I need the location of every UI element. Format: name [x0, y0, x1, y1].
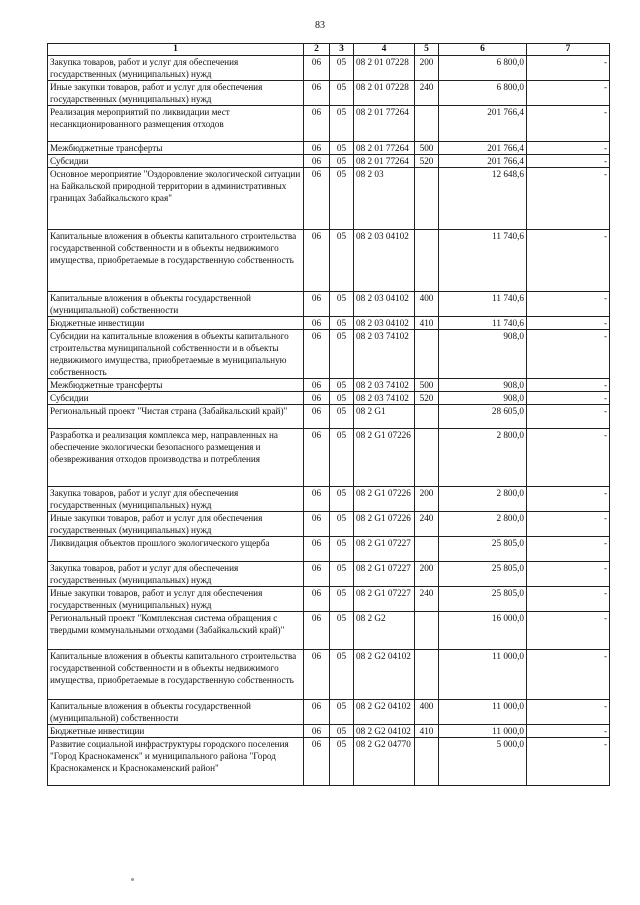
- column-header: 5: [415, 44, 439, 56]
- column-header: 6: [439, 44, 527, 56]
- row-col2-cell: 06: [304, 292, 330, 317]
- table-row: [48, 587, 610, 612]
- row-col6-cell: 5 000,0: [439, 738, 527, 786]
- row-name-cell: Субсидии на капитальные вложения в объекты капитального строительства муниципальной собственности и в объекты недвижимого имущества, приобретаемые в муниципальную собственность: [48, 330, 304, 379]
- row-col6-cell: 201 766,4: [439, 106, 527, 142]
- row-col4-cell: 08 2 G2 04102: [354, 725, 415, 738]
- row-col4-cell: 08 2 01 77264: [354, 106, 415, 142]
- table-row: [48, 650, 610, 700]
- table-row: [48, 738, 610, 786]
- row-col3-cell: 05: [330, 700, 354, 725]
- row-col5-cell: 500: [415, 142, 439, 155]
- row-name-cell: Межбюджетные трансферты: [48, 142, 304, 155]
- row-col5-cell: 400: [415, 700, 439, 725]
- row-col2-cell: 06: [304, 168, 330, 230]
- table-row: [48, 487, 610, 512]
- row-name-cell: Бюджетные инвестиции: [48, 317, 304, 330]
- row-col2-cell: 06: [304, 700, 330, 725]
- table-row: [48, 700, 610, 725]
- row-name-cell: Иные закупки товаров, работ и услуг для обеспечения государственных (муниципальных) нужд: [48, 512, 304, 537]
- row-col3-cell: 05: [330, 738, 354, 786]
- table-row: [48, 81, 610, 106]
- row-col6-cell: 25 805,0: [439, 562, 527, 587]
- row-col7-cell: -: [527, 155, 610, 168]
- row-col5-cell: [415, 537, 439, 562]
- row-col2-cell: 06: [304, 81, 330, 106]
- row-col3-cell: 05: [330, 487, 354, 512]
- row-col5-cell: 520: [415, 392, 439, 405]
- row-col3-cell: 05: [330, 230, 354, 292]
- row-col3-cell: 05: [330, 56, 354, 81]
- row-col4-cell: 08 2 G1 07227: [354, 562, 415, 587]
- row-col3-cell: 05: [330, 429, 354, 487]
- row-col7-cell: -: [527, 738, 610, 786]
- row-col2-cell: 06: [304, 142, 330, 155]
- row-col3-cell: 05: [330, 142, 354, 155]
- row-col7-cell: -: [527, 725, 610, 738]
- row-col7-cell: -: [527, 612, 610, 650]
- row-col5-cell: 240: [415, 81, 439, 106]
- row-col6-cell: 2 800,0: [439, 512, 527, 537]
- row-col4-cell: 08 2 G1 07227: [354, 587, 415, 612]
- table-row: [48, 562, 610, 587]
- row-col6-cell: 11 000,0: [439, 725, 527, 738]
- table-row: [48, 292, 610, 317]
- row-col2-cell: 06: [304, 317, 330, 330]
- table-row: [48, 512, 610, 537]
- row-col3-cell: 05: [330, 106, 354, 142]
- row-col5-cell: [415, 405, 439, 429]
- row-name-cell: Капитальные вложения в объекты капитального строительства государственной собственности и в объекты недвижимого имущества, приобретаемые в государственную собственность: [48, 650, 304, 700]
- table-row: [48, 142, 610, 155]
- row-col6-cell: 11 000,0: [439, 700, 527, 725]
- column-header: 1: [48, 44, 304, 56]
- row-col5-cell: [415, 612, 439, 650]
- row-col6-cell: 11 000,0: [439, 650, 527, 700]
- row-col2-cell: 06: [304, 230, 330, 292]
- row-col7-cell: -: [527, 700, 610, 725]
- row-col7-cell: -: [527, 392, 610, 405]
- row-name-cell: Иные закупки товаров, работ и услуг для обеспечения государственных (муниципальных) нужд: [48, 587, 304, 612]
- row-col3-cell: 05: [330, 537, 354, 562]
- table-row: [48, 155, 610, 168]
- row-name-cell: Ликвидация объектов прошлого экологического ущерба: [48, 537, 304, 562]
- row-col5-cell: 520: [415, 155, 439, 168]
- row-col7-cell: -: [527, 230, 610, 292]
- table-row: [48, 230, 610, 292]
- column-header: 2: [304, 44, 330, 56]
- row-col4-cell: 08 2 03 04102: [354, 317, 415, 330]
- row-name-cell: Капитальные вложения в объекты государственной (муниципальной) собственности: [48, 700, 304, 725]
- row-col6-cell: 6 800,0: [439, 81, 527, 106]
- table-row: [48, 330, 610, 379]
- row-col6-cell: 2 800,0: [439, 429, 527, 487]
- table-row: [48, 56, 610, 81]
- row-col5-cell: [415, 230, 439, 292]
- row-col3-cell: 05: [330, 317, 354, 330]
- row-col7-cell: -: [527, 142, 610, 155]
- row-col2-cell: 06: [304, 379, 330, 392]
- column-header: 3: [330, 44, 354, 56]
- row-name-cell: Разработка и реализация комплекса мер, направленных на обеспечение экологически безопасного размещения и обезвреживания отходов производства и потребления: [48, 429, 304, 487]
- row-col4-cell: 08 2 03: [354, 168, 415, 230]
- row-col5-cell: [415, 650, 439, 700]
- row-col4-cell: 08 2 G2 04770: [354, 738, 415, 786]
- row-col4-cell: 08 2 01 77264: [354, 142, 415, 155]
- row-name-cell: Иные закупки товаров, работ и услуг для обеспечения государственных (муниципальных) нужд: [48, 81, 304, 106]
- row-col2-cell: 06: [304, 330, 330, 379]
- row-col2-cell: 06: [304, 392, 330, 405]
- row-col7-cell: -: [527, 168, 610, 230]
- row-col7-cell: -: [527, 487, 610, 512]
- table-row: [48, 537, 610, 562]
- table-row: [48, 725, 610, 738]
- row-col4-cell: 08 2 01 77264: [354, 155, 415, 168]
- row-col4-cell: 08 2 03 74102: [354, 379, 415, 392]
- row-col2-cell: 06: [304, 429, 330, 487]
- row-col3-cell: 05: [330, 612, 354, 650]
- row-col2-cell: 06: [304, 487, 330, 512]
- page-number: 83: [315, 20, 325, 31]
- row-col6-cell: 11 740,6: [439, 292, 527, 317]
- row-col4-cell: 08 2 01 07228: [354, 81, 415, 106]
- row-col6-cell: 908,0: [439, 392, 527, 405]
- row-name-cell: Развитие социальной инфраструктуры городского поселения "Город Краснокаменск" и муниципального района "Город Краснокаменск и Краснокаменский район": [48, 738, 304, 786]
- row-col3-cell: 05: [330, 392, 354, 405]
- row-col7-cell: -: [527, 56, 610, 81]
- row-name-cell: Реализация мероприятий по ликвидации мест несанкционированного размещения отходов: [48, 106, 304, 142]
- row-col5-cell: [415, 106, 439, 142]
- row-col2-cell: 06: [304, 612, 330, 650]
- row-col2-cell: 06: [304, 587, 330, 612]
- row-name-cell: Основное мероприятие "Оздоровление экологической ситуации на Байкальской природной территории в административных границах Забайкальского края": [48, 168, 304, 230]
- row-col5-cell: [415, 429, 439, 487]
- column-header: 4: [354, 44, 415, 56]
- row-col6-cell: 28 605,0: [439, 405, 527, 429]
- row-col4-cell: 08 2 G2 04102: [354, 700, 415, 725]
- row-col6-cell: 201 766,4: [439, 155, 527, 168]
- row-col6-cell: 2 800,0: [439, 487, 527, 512]
- table-row: [48, 429, 610, 487]
- row-col2-cell: 06: [304, 738, 330, 786]
- table-row: [48, 392, 610, 405]
- row-col5-cell: 400: [415, 292, 439, 317]
- scan-artifact: [131, 878, 134, 881]
- row-name-cell: Субсидии: [48, 155, 304, 168]
- row-col2-cell: 06: [304, 725, 330, 738]
- row-col5-cell: 410: [415, 317, 439, 330]
- row-col2-cell: 06: [304, 155, 330, 168]
- table-row: [48, 106, 610, 142]
- row-col4-cell: 08 2 G1 07226: [354, 487, 415, 512]
- row-col5-cell: 200: [415, 56, 439, 81]
- row-col5-cell: 500: [415, 379, 439, 392]
- row-col4-cell: 08 2 G1 07226: [354, 429, 415, 487]
- row-col5-cell: 410: [415, 725, 439, 738]
- row-col6-cell: 908,0: [439, 379, 527, 392]
- table-header-row: [48, 44, 610, 56]
- row-col3-cell: 05: [330, 725, 354, 738]
- row-col3-cell: 05: [330, 168, 354, 230]
- row-col5-cell: [415, 330, 439, 379]
- table-row: [48, 612, 610, 650]
- row-col4-cell: 08 2 G1 07226: [354, 512, 415, 537]
- row-col7-cell: -: [527, 537, 610, 562]
- row-col3-cell: 05: [330, 650, 354, 700]
- row-name-cell: Капитальные вложения в объекты капитального строительства государственной собственности и в объекты недвижимого имущества, приобретаемые в государственную собственность: [48, 230, 304, 292]
- row-col4-cell: 08 2 G1: [354, 405, 415, 429]
- row-col6-cell: 25 805,0: [439, 587, 527, 612]
- row-col7-cell: -: [527, 379, 610, 392]
- row-col5-cell: 240: [415, 587, 439, 612]
- row-col4-cell: 08 2 G2 04102: [354, 650, 415, 700]
- table-row: [48, 379, 610, 392]
- row-col5-cell: 200: [415, 487, 439, 512]
- row-col3-cell: 05: [330, 587, 354, 612]
- row-col4-cell: 08 2 03 04102: [354, 292, 415, 317]
- row-col7-cell: -: [527, 330, 610, 379]
- row-col4-cell: 08 2 03 04102: [354, 230, 415, 292]
- row-col6-cell: 25 805,0: [439, 537, 527, 562]
- row-name-cell: Региональный проект "Чистая страна (Забайкальский край)": [48, 405, 304, 429]
- row-col3-cell: 05: [330, 330, 354, 379]
- row-col7-cell: -: [527, 429, 610, 487]
- row-col3-cell: 05: [330, 155, 354, 168]
- row-name-cell: Закупка товаров, работ и услуг для обеспечения государственных (муниципальных) нужд: [48, 56, 304, 81]
- row-col6-cell: 11 740,6: [439, 230, 527, 292]
- row-col3-cell: 05: [330, 292, 354, 317]
- row-name-cell: Региональный проект "Комплексная система обращения с твердыми коммунальными отходами (Забайкальский край)": [48, 612, 304, 650]
- row-col3-cell: 05: [330, 405, 354, 429]
- row-name-cell: Капитальные вложения в объекты государственной (муниципальной) собственности: [48, 292, 304, 317]
- row-col7-cell: -: [527, 650, 610, 700]
- row-col4-cell: 08 2 03 74102: [354, 392, 415, 405]
- row-col6-cell: 11 740,6: [439, 317, 527, 330]
- row-col5-cell: 240: [415, 512, 439, 537]
- row-col2-cell: 06: [304, 405, 330, 429]
- budget-table: [47, 43, 610, 786]
- row-col3-cell: 05: [330, 81, 354, 106]
- row-col2-cell: 06: [304, 562, 330, 587]
- row-col3-cell: 05: [330, 562, 354, 587]
- row-col2-cell: 06: [304, 537, 330, 562]
- row-col7-cell: -: [527, 562, 610, 587]
- row-col5-cell: [415, 738, 439, 786]
- row-col4-cell: 08 2 G2: [354, 612, 415, 650]
- row-name-cell: Закупка товаров, работ и услуг для обеспечения государственных (муниципальных) нужд: [48, 487, 304, 512]
- row-col3-cell: 05: [330, 512, 354, 537]
- row-col7-cell: -: [527, 317, 610, 330]
- row-col4-cell: 08 2 G1 07227: [354, 537, 415, 562]
- row-col2-cell: 06: [304, 650, 330, 700]
- row-col6-cell: 908,0: [439, 330, 527, 379]
- table-row: [48, 405, 610, 429]
- table-row: [48, 317, 610, 330]
- row-col4-cell: 08 2 03 74102: [354, 330, 415, 379]
- row-name-cell: Закупка товаров, работ и услуг для обеспечения государственных (муниципальных) нужд: [48, 562, 304, 587]
- row-name-cell: Бюджетные инвестиции: [48, 725, 304, 738]
- row-col6-cell: 6 800,0: [439, 56, 527, 81]
- row-col5-cell: 200: [415, 562, 439, 587]
- row-col6-cell: 16 000,0: [439, 612, 527, 650]
- column-header: 7: [527, 44, 610, 56]
- row-col5-cell: [415, 168, 439, 230]
- row-col2-cell: 06: [304, 512, 330, 537]
- row-col3-cell: 05: [330, 379, 354, 392]
- row-col2-cell: 06: [304, 56, 330, 81]
- row-col6-cell: 12 648,6: [439, 168, 527, 230]
- row-col7-cell: -: [527, 512, 610, 537]
- row-col6-cell: 201 766,4: [439, 142, 527, 155]
- row-col7-cell: -: [527, 81, 610, 106]
- row-col7-cell: -: [527, 292, 610, 317]
- row-name-cell: Субсидии: [48, 392, 304, 405]
- row-name-cell: Межбюджетные трансферты: [48, 379, 304, 392]
- row-col7-cell: -: [527, 106, 610, 142]
- row-col4-cell: 08 2 01 07228: [354, 56, 415, 81]
- row-col7-cell: -: [527, 587, 610, 612]
- row-col7-cell: -: [527, 405, 610, 429]
- row-col2-cell: 06: [304, 106, 330, 142]
- table-row: [48, 168, 610, 230]
